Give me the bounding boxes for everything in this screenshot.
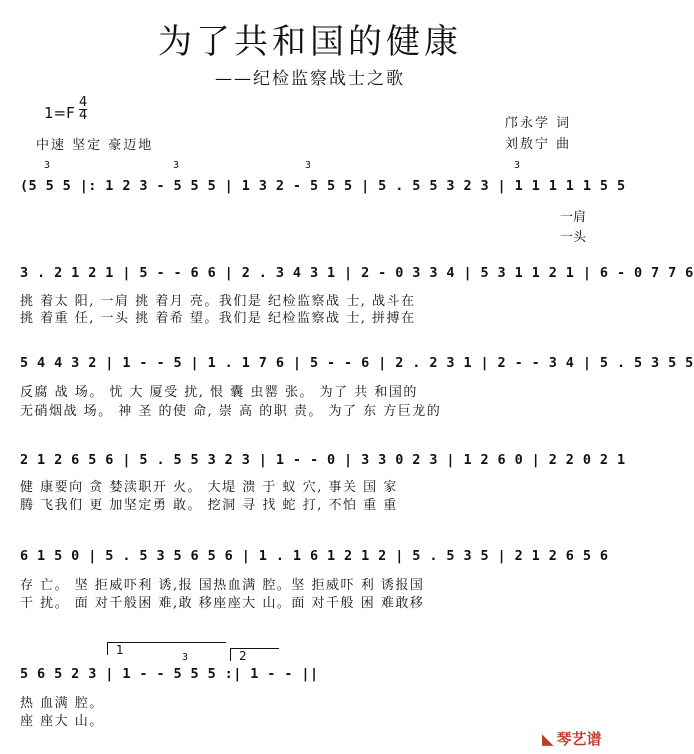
- notation-line: (5 5 5 |: 1 2 3 - 5 5 5 | 1 3 2 - 5 5 5 | 5 . 5 5 3 2 3 | 1 1 1 1 1 5 5: [20, 178, 626, 194]
- lyric-line: 腾 飞我们 更 加坚定勇 敢。 挖洞 寻 找 蛇 打, 不怕 重 重: [20, 498, 398, 513]
- triplet-mark: 3: [514, 160, 521, 171]
- lyric-pickup: 一头: [560, 230, 587, 245]
- song-subtitle: ——纪检监察战士之歌: [215, 69, 405, 89]
- notation-line: 3 . 2 1 2 1 | 5 - - 6 6 | 2 . 3 4 3 1 | 2 - 0 3 3 4 | 5 3 1 1 2 1 | 6 - 0 7 7 6: [20, 265, 694, 281]
- lyric-line: 热 血满 腔。: [20, 696, 104, 711]
- notation-line: 5 4 4 3 2 | 1 - - 5 | 1 . 1 7 6 | 5 - - 6 | 2 . 2 3 1 | 2 - - 3 4 | 5 . 5 3 5 5: [20, 355, 694, 371]
- lyric-line: 挑 着重 任, 一头 挑 着希 望。我们是 纪检监察战 士, 拼搏在: [20, 311, 416, 326]
- first-ending-bracket: 1: [107, 642, 226, 655]
- lyric-line: 健 康要向 贪 婪渎职开 火。 大堤 溃 于 蚁 穴, 事关 国 家: [20, 480, 398, 495]
- notation-line: 2 1 2 6 5 6 | 5 . 5 5 3 2 3 | 1 - - 0 | 3 3 0 2 3 | 1 2 6 0 | 2 2 0 2 1: [20, 452, 626, 468]
- logo-text: 琴艺谱: [556, 730, 602, 748]
- lyric-line: 存 亡。 坚 拒威吓利 诱,报 国热血满 腔。坚 拒威吓 利 诱报国: [20, 578, 425, 593]
- triplet-mark: 3: [182, 652, 189, 663]
- time-signature-top: 4: [79, 95, 88, 110]
- lyric-line: 无硝烟战 场。 神 圣 的使 命, 崇 高 的职 责。 为了 东 方巨龙的: [20, 404, 442, 419]
- second-ending-bracket: 2: [230, 648, 279, 661]
- composer-credit: 刘敖宁 曲: [505, 137, 572, 152]
- time-signature: [79, 97, 87, 122]
- logo-icon: ◣: [542, 730, 554, 748]
- time-signature-bottom: 4: [79, 108, 88, 123]
- lyric-line: 挑 着太 阳, 一肩 挑 着月 亮。我们是 纪检监察战 士, 战斗在: [20, 294, 416, 309]
- notation-line: 6 1 5 0 | 5 . 5 3 5 6 5 6 | 1 . 1 6 1 2 1 2 | 5 . 5 3 5 | 2 1 2 6 5 6: [20, 548, 609, 564]
- site-logo[interactable]: [542, 728, 602, 749]
- lyric-line: 反腐 战 场。 忧 大 厦受 扰, 恨 囊 虫罂 张。 为了 共 和国的: [20, 385, 418, 400]
- triplet-mark: 3: [173, 160, 180, 171]
- lyric-line: 座 座大 山。: [20, 714, 104, 729]
- song-title: 为了共和国的健康: [158, 22, 462, 62]
- lyricist-credit: 邝永学 词: [505, 116, 572, 131]
- lyric-line: 干 扰。 面 对千般困 难,敢 移座座大 山。面 对千般 困 难敢移: [20, 596, 425, 611]
- key-signature: 1=F: [44, 104, 75, 122]
- triplet-mark: 3: [305, 160, 312, 171]
- tempo-marking: 中速 坚定 豪迈地: [36, 138, 154, 153]
- lyric-pickup: 一肩: [560, 210, 587, 225]
- notation-line: 5 6 5 2 3 | 1 - - 5 5 5 :| 1 - - ||: [20, 666, 319, 682]
- triplet-mark: 3: [44, 160, 51, 171]
